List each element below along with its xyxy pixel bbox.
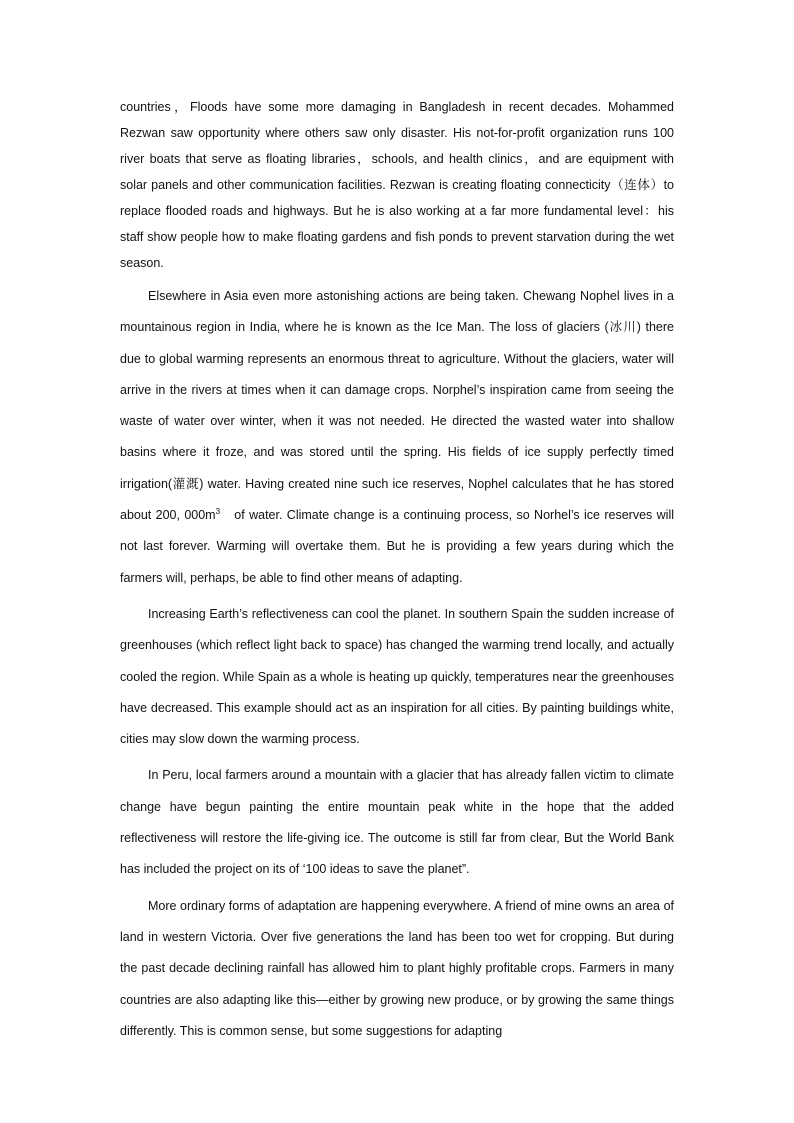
paragraph-victoria: More ordinary forms of adaptation are happening everywhere. A friend of mine owns an area of land in western Victoria. Over five generations the land has been too wet for cropping. But during the past decade declining rainfall has allowed him to plant highly profitable crops. Farmers in many countries are also adapting like this—either by growing new produce, or by growing the same things differently. This is common sense, but some suggestions for adapting xyxy=(120,898,674,1038)
paragraph-ice-man-text-2: of water. Climate change is a continuing process, so Norhel’s ice reserves will not last forever. Warming will overtake them. But he is providing a few years during which the farmers will, perhaps, be able to find other means of adapting. xyxy=(120,508,674,585)
paragraph-ice-man-text-1: Elsewhere in Asia even more astonishing actions are being taken. Chewang Nophel lives in a mountainous region in India, where he is known as the Ice Man. The loss of glaciers (冰川) there due to global warming represents an enormous threat to agriculture. Without the glaciers, water will arrive in the rivers at times when it can damage crops. Norphel’s inspiration came from seeing the waste of water over winter, when it was not needed. He directed the wasted water into shallow basins where it froze, and was stored until the spring. His fields of ice supply perfectly timed irrigation(灌溉) water. Having created nine such ice reserves, Nophel calculates that he has stored about 200, 000m xyxy=(120,289,674,523)
document-page xyxy=(120,94,674,1047)
superscript-cubic: 3 xyxy=(215,506,221,516)
paragraph-peru: In Peru, local farmers around a mountain with a glacier that has already fallen victim to climate change have begun painting the entire mountain peak white in the hope that the added reflectiveness will restore the life-giving ice. The outcome is still far from clear, But the World Bank has included the project on its of ‘100 ideas to save the planet”. xyxy=(120,768,674,877)
paragraph-spain-greenhouses: Increasing Earth’s reflectiveness can cool the planet. In southern Spain the sudden increase of greenhouses (which reflect light back to space) has changed the warming trend locally, and actually cooled the region. While Spain as a whole is heating up quickly, temperatures near the greenhouses have decreased. This example should act as an inspiration for all cities. By painting buildings white, cities may slow down the warming process. xyxy=(120,606,674,747)
paragraph-bangladesh: countries，Floods have some more damaging in Bangladesh in recent decades. Mohammed Rezwan saw opportunity where others saw only disaster. His not-for-profit organization runs 100 river boats that serve as floating libraries，schools, and health clinics，and are equipment with solar panels and other communication facilities. Rezwan is creating floating connecticity（连体）to replace flooded roads and highways. But he is also working at a far more fundamental level：his staff show people how to make floating gardens and fish ponds to prevent starvation during the wet season. xyxy=(120,100,674,270)
paragraph-ice-man xyxy=(120,281,674,594)
